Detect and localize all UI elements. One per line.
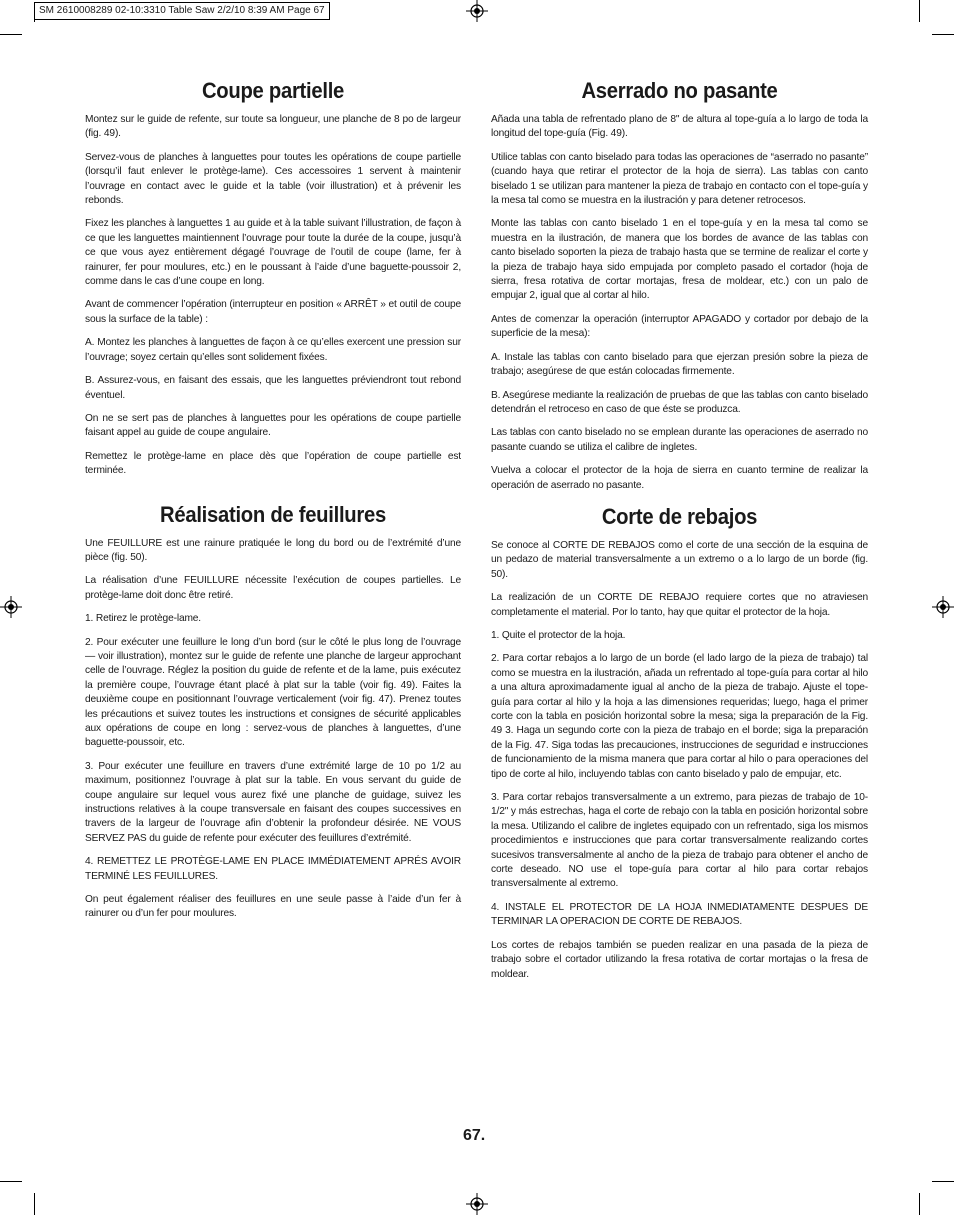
paragraph: 2. Pour exécuter une feuillure le long d’un bord (sur le côté le plus long de l’ouvrage — voir illustration), montez sur le guide de refente une planche de largeur approchant celle de l’ouvrage. Réglez la position du guide de refente et de la lame, puis exécutez la première coupe, l’ouvrage étant placé à plat sur la table (voir fig. 49). Faites la deuxième coupe en positionnant l’ouvrage verticalement (voir fig. 47). Prenez toutes les précautions et suivez toutes les instructions et consignes de sécurité applicables aux opérations de coupe en long : servez-vous de planches à languettes, d’une baguette-poussoir, etc. xyxy=(85,636,461,749)
paragraph: 1. Quite el protector de la hoja. xyxy=(491,629,626,641)
paragraph: Se conoce al CORTE DE REBAJOS como el corte de una sección de la esquina de un pedazo de material transversalmente a un extremo o a lo largo de un borde (fig. 50). xyxy=(491,539,868,580)
paragraph: A. Instale las tablas con canto biselado para que ejerzan presión sobre la pieza de trabajo; asegúrese de que están colocadas firmemente. xyxy=(491,351,868,378)
crop-mark-br-v xyxy=(919,1193,920,1215)
paragraph: 2. Para cortar rebajos a lo largo de un borde (el lado largo de la pieza de trabajo) tal como se muestra en la ilustración, añada un refrentado al tope-guía para cortar al hilo a una altura aproximadamente igual al ancho de la pieza de trabajo. Ajuste el tope-guía para cortar al hilo y la hoja a las dimensiones requeridas; luego, haga el primer corte con la tabla en posición horizontal sobre la mesa; siga la preparación de la Fig. 49 3. Haga un segundo corte con la pieza de trabajo en el borde; siga la preparación de la Fig. 47. Siga todas las precauciones, instrucciones de seguridad e instrucciones de funcionamiento de la misma manera que para cortar al hilo o para operaciones del tipo de corte al hilo, incluyendo tablas con canto biselado y palo de empujar, etc. xyxy=(491,653,868,780)
paragraph: Vuelva a colocar el protector de la hoja de sierra en cuanto termine de realizar la operación de aserrado no pasante. xyxy=(491,465,868,491)
paragraph: Fixez les planches à languettes 1 au guide et à la table suivant l’illustration, de façon à ce que les languettes maintiennent l’ouvrage pour toute la durée de la coupe, jusqu’à ce que vous ayez entièrement dégagé l’ouvrage de l’outil de coupe (lame, fer à rainurer, fer pour moulures, etc.) en le poussant à l’aide d’une baguette-poussoir 2, comme dans le cas d’une coupe en long. xyxy=(85,218,461,288)
paragraph: Montez sur le guide de refente, sur toute sa longueur, une planche de 8 po de largeur (fig. 49). xyxy=(85,114,461,140)
paragraph: Añada una tabla de refrentado plano de 8" de altura al tope-guía a lo largo de toda la longitud del tope-guía (Fig. 49). xyxy=(491,114,868,140)
paragraph: 3. Pour exécuter une feuillure en travers d’une extrémité large de 10 po 1/2 au maximum, positionnez l’ouvrage à plat sur la table. En vous servant du guide de coupe angulaire sur lequel vous aurez fixé une planche de guidage, suivez les instructions relatives à la coupe transversale en faisant des coupes successives en travers de la largeur de l’ouvrage afin d’obtenir la profondeur désirée. NE VOUS SERVEZ PAS du guide de refente pour exécuter des feuillures d’extrémité. xyxy=(85,760,461,844)
paragraph: Remettez le protège-lame en place dès que l’opération de coupe partielle est terminée. xyxy=(85,450,461,477)
registration-mark-right-icon xyxy=(932,596,954,618)
crop-mark-tr-h xyxy=(932,34,954,35)
paragraph: 1. Retirez le protège-lame. xyxy=(85,613,201,625)
crop-mark-bl-h xyxy=(0,1181,22,1182)
print-slug: SM 2610008289 02-10:3310 Table Saw 2/2/10 8:39 AM Page 67 xyxy=(34,2,330,20)
french-column xyxy=(85,78,461,931)
section-title-realisation-de-feuillures: Réalisation de feuillures xyxy=(160,501,386,527)
paragraph: La réalisation d’une FEUILLURE nécessite l’exécution de coupes partielles. Le protège-lame doit donc être retiré. xyxy=(85,575,461,601)
paragraph: On peut également réaliser des feuillures en une seule passe à l’aide d’un fer à rainurer ou d’un fer pour moulures. xyxy=(85,894,461,920)
crop-mark-bl-v xyxy=(34,1193,35,1215)
registration-mark-top-icon xyxy=(466,0,488,22)
paragraph: 3. Para cortar rebajos transversalmente a un extremo, para piezas de trabajo de 10-1/2" y más estrechas, haga el corte de rebajo con la tabla en posición horizontal sobre la mesa. Utilizando el calibre de ingletes equipado con un refrentado, siga los mismos procedimientos e instrucciones que para cortar transversalmente realizando cortes sucesivos transversalmente al ancho de la pieza de trabajo para obtener el ancho de corte deseado. NO use el tope-guía para cortar al hilo para cortar rebajos transversalmente al extremo. xyxy=(491,792,868,890)
spanish-column xyxy=(491,78,868,991)
paragraph: Avant de commencer l’opération (interrupteur en position « ARRÊT » et outil de coupe sous la surface de la table) : xyxy=(85,299,461,325)
section-title-aserrado-no-pasante: Aserrado no pasante xyxy=(581,78,778,103)
paragraph: Los cortes de rebajos también se pueden realizar en una pasada de la pieza de trabajo sobre el cortador utilizando la fresa rotativa de cortar mortajas o la fresa de moldear. xyxy=(491,939,868,980)
paragraph: 4. INSTALE EL PROTECTOR DE LA HOJA INMEDIATAMENTE DESPUES DE TERMINAR LA OPERACION DE CORTE DE REBAJOS. xyxy=(491,901,868,928)
page-number: 67. xyxy=(463,1127,486,1144)
paragraph: 4. REMETTEZ LE PROTÈGE-LAME EN PLACE IMMÉDIATEMENT APRÉS AVOIR TERMINÉ LES FEUILLURES. xyxy=(85,856,461,882)
crop-mark-tl-v xyxy=(34,20,35,22)
paragraph: A. Montez les planches à languettes de façon à ce qu’elles exercent une pression sur l’ouvrage; soyez certain qu’elles sont solidement fixées. xyxy=(85,337,461,363)
section-title-corte-de-rebajos: Corte de rebajos xyxy=(601,503,758,529)
registration-mark-left-icon xyxy=(0,596,22,618)
paragraph: La realización de un CORTE DE REBAJO requiere cortes que no atraviesen completamente el material. Por lo tanto, hay que quitar el protector de la hoja. xyxy=(491,592,868,618)
crop-mark-br-h xyxy=(932,1181,954,1182)
paragraph: On ne se sert pas de planches à languettes pour les opérations de coupe partielle faisant appel au guide de coupe angulaire. xyxy=(85,412,461,439)
crop-mark-tr-v xyxy=(919,0,920,22)
paragraph: Las tablas con canto biselado no se emplean durante las operaciones de aserrado no pasante cuando se utiliza el calibre de ingletes. xyxy=(491,427,868,453)
paragraph: B. Asegúrese mediante la realización de pruebas de que las tablas con canto biselado detendrán el retroceso en caso de que éste se produzca. xyxy=(491,389,868,415)
crop-mark-tl-h xyxy=(0,34,22,35)
paragraph: Utilice tablas con canto biselado para todas las operaciones de “aserrado no pasante” (cuando haya que retirar el protector de la hoja de sierra). Las tablas con canto biselado 1 se utilizan para mantener la pieza de trabajo en contacto con el tope-guía y la mesa tal como se muestra en la ilustración y para detener retrocesos. xyxy=(491,151,868,207)
paragraph: Servez-vous de planches à languettes pour toutes les opérations de coupe partielle (lorsqu’il faut enlever le protège-lame). Ces accessoires 1 servent à maintenir l’ouvrage en contact avec le guide et la table (voir illustration) et à prévenir les rebonds. xyxy=(85,151,461,207)
registration-mark-bottom-icon xyxy=(466,1193,488,1215)
paragraph: Antes de comenzar la operación (interruptor APAGADO y cortador por debajo de la superficie de la mesa): xyxy=(491,313,868,340)
paragraph: B. Assurez-vous, en faisant des essais, que les languettes préviendront tout rebond éventuel. xyxy=(85,375,461,401)
section-title-coupe-partielle: Coupe partielle xyxy=(201,78,345,103)
paragraph: Monte las tablas con canto biselado 1 en el tope-guía y en la mesa tal como se muestra en la ilustración, de manera que los bordes de avance de las tablas con canto biselado soporten la pieza de trabajo hasta que se termine de realizar el corte y la pieza de trabajo haya sido empujada por completo pasado el cortador (hoja de sierra, fresa rotativa de cortar mortajas, fresa de moldear, etc.) con un palo de empujar 2, igual que al cortar al hilo. xyxy=(491,218,868,302)
paragraph: Une FEUILLURE est une rainure pratiquée le long du bord ou de l’extrémité d’une pièce (fig. 50). xyxy=(85,537,461,563)
